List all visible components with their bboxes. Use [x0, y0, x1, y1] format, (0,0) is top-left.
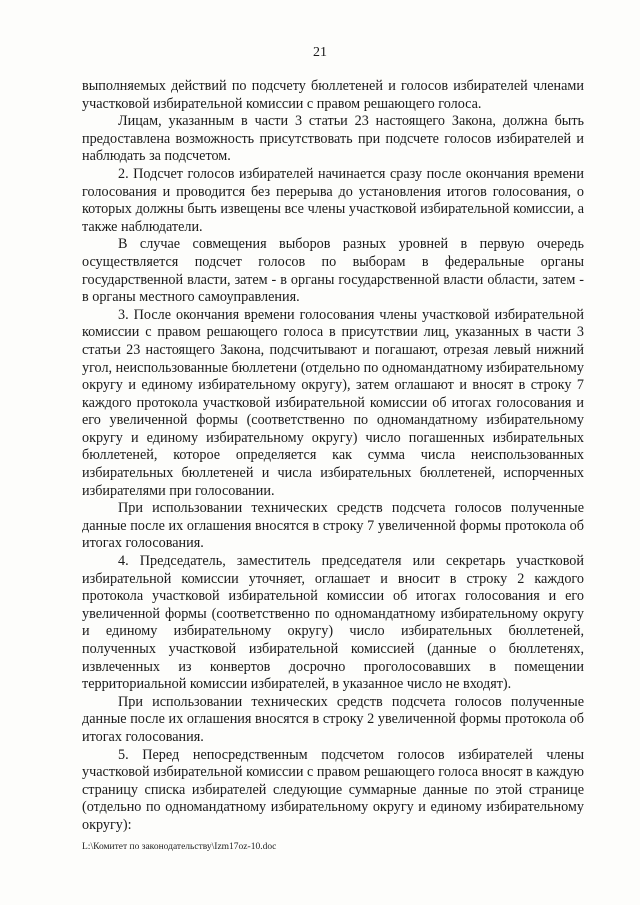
page-number: 21: [313, 45, 327, 60]
paragraph: 3. После окончания времени голосования члены участковой избирательной комиссии с правом решающего голоса в присутствии лиц, указанных в части 3 статьи 23 настоящего Закона, подсчитывают и погашают, отрезая левый нижний угол, неиспользованные бюллетени (отдельно по одномандатному избирательному округу и единому избирательному округу), затем оглашают и вносят в строку 7 каждого протокола участковой избирательной комиссии об итогах голосования и его увеличенной формы (соответственно по одномандатному избирательному округу и единому избирательному округу) число погашенных избирательных бюллетеней, которое определяется как сумма числа неиспользованных избирательных бюллетеней и числа избирательных бюллетеней, испорченных избирателями при голосовании.: [82, 306, 584, 499]
paragraph: В случае совмещения выборов разных уровней в первую очередь осуществляется подсчет голосов по выборам в федеральные органы государственной власти, затем - в органы государственной власти области, затем - в органы местного самоуправления.: [82, 236, 584, 306]
paragraph: выполняемых действий по подсчету бюллетеней и голосов избирателей членами участковой избирательной комиссии с правом решающего голоса.: [82, 78, 584, 112]
footer-file-path: L:\Комитет по законодательству\Izm17oz-10.doc: [82, 842, 277, 852]
paragraph: 5. Перед непосредственным подсчетом голосов избирателей члены участковой избирательной комиссии с правом решающего голоса вносят в каждую страницу списка избирателей следующие суммарные данные по этой странице (отдельно по одномандатному избирательному округу и единому избирательному округу):: [82, 746, 584, 833]
paragraph: При использовании технических средств подсчета голосов полученные данные после их оглашения вносятся в строку 7 увеличенной формы протокола об итогах голосования.: [82, 500, 584, 552]
paragraph: 2. Подсчет голосов избирателей начинается сразу после окончания времени голосования и проводится без перерыва до установления итогов голосования, о которых должны быть извещены все члены участковой избирательной комиссии, а также наблюдатели.: [82, 165, 584, 235]
paragraph: При использовании технических средств подсчета голосов полученные данные после их оглашения вносятся в строку 2 увеличенной формы протокола об итогах голосования.: [82, 693, 584, 745]
paragraph: 4. Председатель, заместитель председателя или секретарь участковой избирательной комиссии уточняет, оглашает и вносит в строку 2 каждого протокола участковой избирательной комиссии об итогах голосования и его увеличенной формы (соответственно по одномандатному избирательному округу и единому избирательному округу) число избирательных бюллетеней, полученных участковой избирательной комиссией (данные о бюллетенях, извлеченных из конвертов досрочно проголосовавших в помещении территориальной комиссии избирателей, в указанное число не входят).: [82, 553, 584, 693]
paragraph: Лицам, указанным в части 3 статьи 23 настоящего Закона, должна быть предоставлена возможность присутствовать при подсчете голосов избирателей и наблюдать за подсчетом.: [82, 113, 584, 165]
document-body: [82, 78, 584, 835]
